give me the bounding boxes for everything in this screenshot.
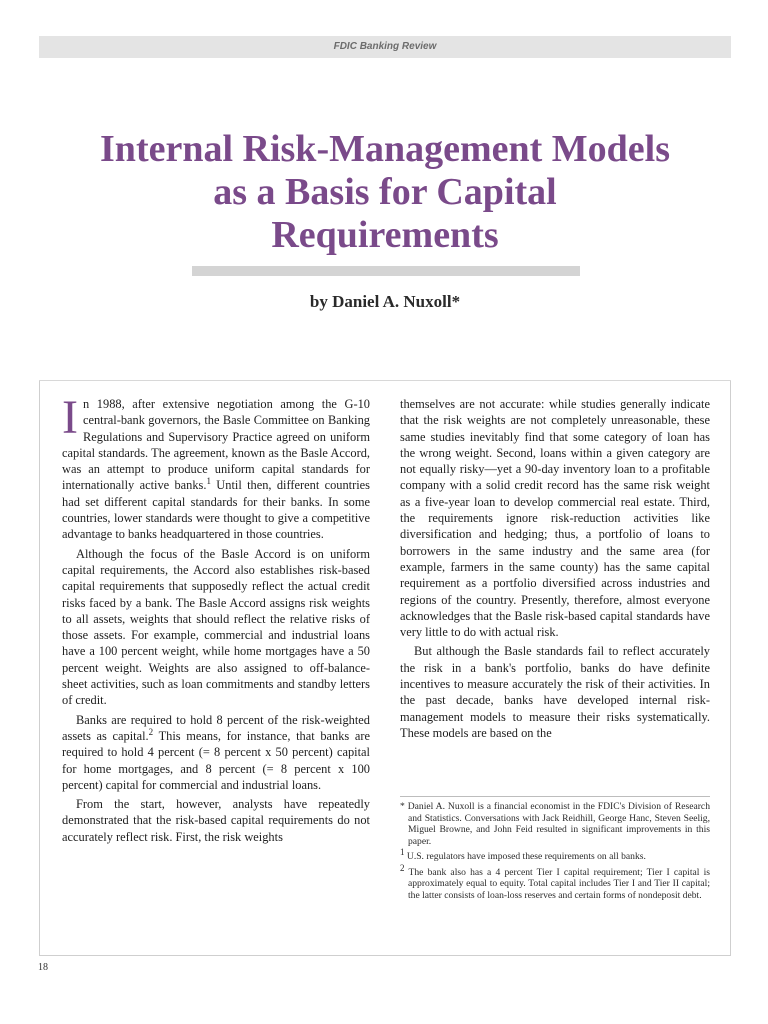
footnote-1: $^1$ U.S. regulators have imposed these requirements on all banks. [400, 846, 646, 862]
title-divider [39, 380, 731, 381]
drop-cap: I [62, 391, 78, 444]
footnote-2: $^2$ The bank also has a 4 percent Tier I capital requirement; Tier I capital is approximately equal to equity. Total capital includes Tier I and Tier II capital; the latter consists of loan-loss reserves and certain forms of nondeposit debt. [400, 862, 710, 901]
right-column [400, 396, 710, 741]
running-header: FDIC Banking Review [39, 36, 731, 58]
footnote-ref: 2 [148, 726, 154, 737]
footnote-ref: 1 [206, 476, 211, 487]
paragraph: From the start, however, analysts have repeatedly demonstrated that the risk-based capital requirements do not accurately reflect risk. First, the risk weights [62, 797, 370, 844]
footnotes [400, 796, 710, 905]
left-column [62, 391, 371, 845]
page-number: 18 [38, 962, 48, 973]
paragraph: But although the Basle standards fail to reflect accurately the risk in a bank's portfolio, banks do have definite incentives to measure accurately the risk of their activities. In the past decade, banks have developed internal risk-management models to measure their risks systematically. These models are based on the [400, 644, 710, 740]
footnote-author: * Daniel A. Nuxoll is a financial economist in the FDIC's Division of Research and Statistics. Conversations with Jack Reidhill, George Hanc, Steven Seelig, Miguel Browne, and John Feid resulted in significant improvements in this paper. [400, 801, 710, 847]
title-rule [192, 266, 580, 276]
byline: by Daniel A. Nuxoll* [309, 292, 461, 311]
paragraph: Although the focus of the Basle Accord is on uniform capital requirements, the Accord also establishes risk-based capital requirements that supposedly reflect the actual credit risks faced by a bank. The Basle Accord assigns risk weights to all assets, weights that should reflect the relative risks of those assets. For example, commercial and industrial loans have a 100 percent weight, while home mortgages have a 50 percent weight. Weights are also assigned to off-balance-sheet activities, such as loan commitments and standby letters of credit. [62, 546, 370, 708]
paragraph: In 1988, after extensive negotiation among the G-10 central-bank governors, the Basle Committee on Banking Regulations and Supervisory Practice agreed on uniform capital standards. The agreement, known as the Basle Accord, was an attempt to produce uniform capital standards for internationally active banks.$^1$ Until then, different countries had set different capital standards for their banks. In some countries, lower standards were thought to give a competitive advantage to banks headquartered in those countries. [62, 391, 370, 542]
paragraph: themselves are not accurate: while studies generally indicate that the risk weights are not completely unreasonable, these same studies inevitably find that some category of loan has the wrong weight. Second, loans within a given category are not equally risky—yet a 90-day inventory loan to a profitable company with a solid credit record has the same risk weight as a five-year loan to develop commercial real estate. Third, the requirements ignore risk-reduction activities like diversification and hedging; thus, a portfolio of loans to borrowers in the same industry and the same area (for example, farmers in the same county) has the same capital requirement as a portfolio diversified across industries and regions of the country. Presently, therefore, almost everyone acknowledges that the Basle risk-based capital standards have very little to do with actual risk. [400, 397, 710, 640]
article-title: Internal Risk-Management Models as a Basis for Capital Requirements [100, 128, 670, 256]
paragraph: Banks are required to hold 8 percent of the risk-weighted assets as capital.$^2$ This means, for instance, that banks are required to hold 4 percent (= 8 percent x 50 percent) capital for home mortgages, and 8 percent (= 8 percent x 100 percent) capital for commercial and industrial loans. [62, 712, 371, 792]
